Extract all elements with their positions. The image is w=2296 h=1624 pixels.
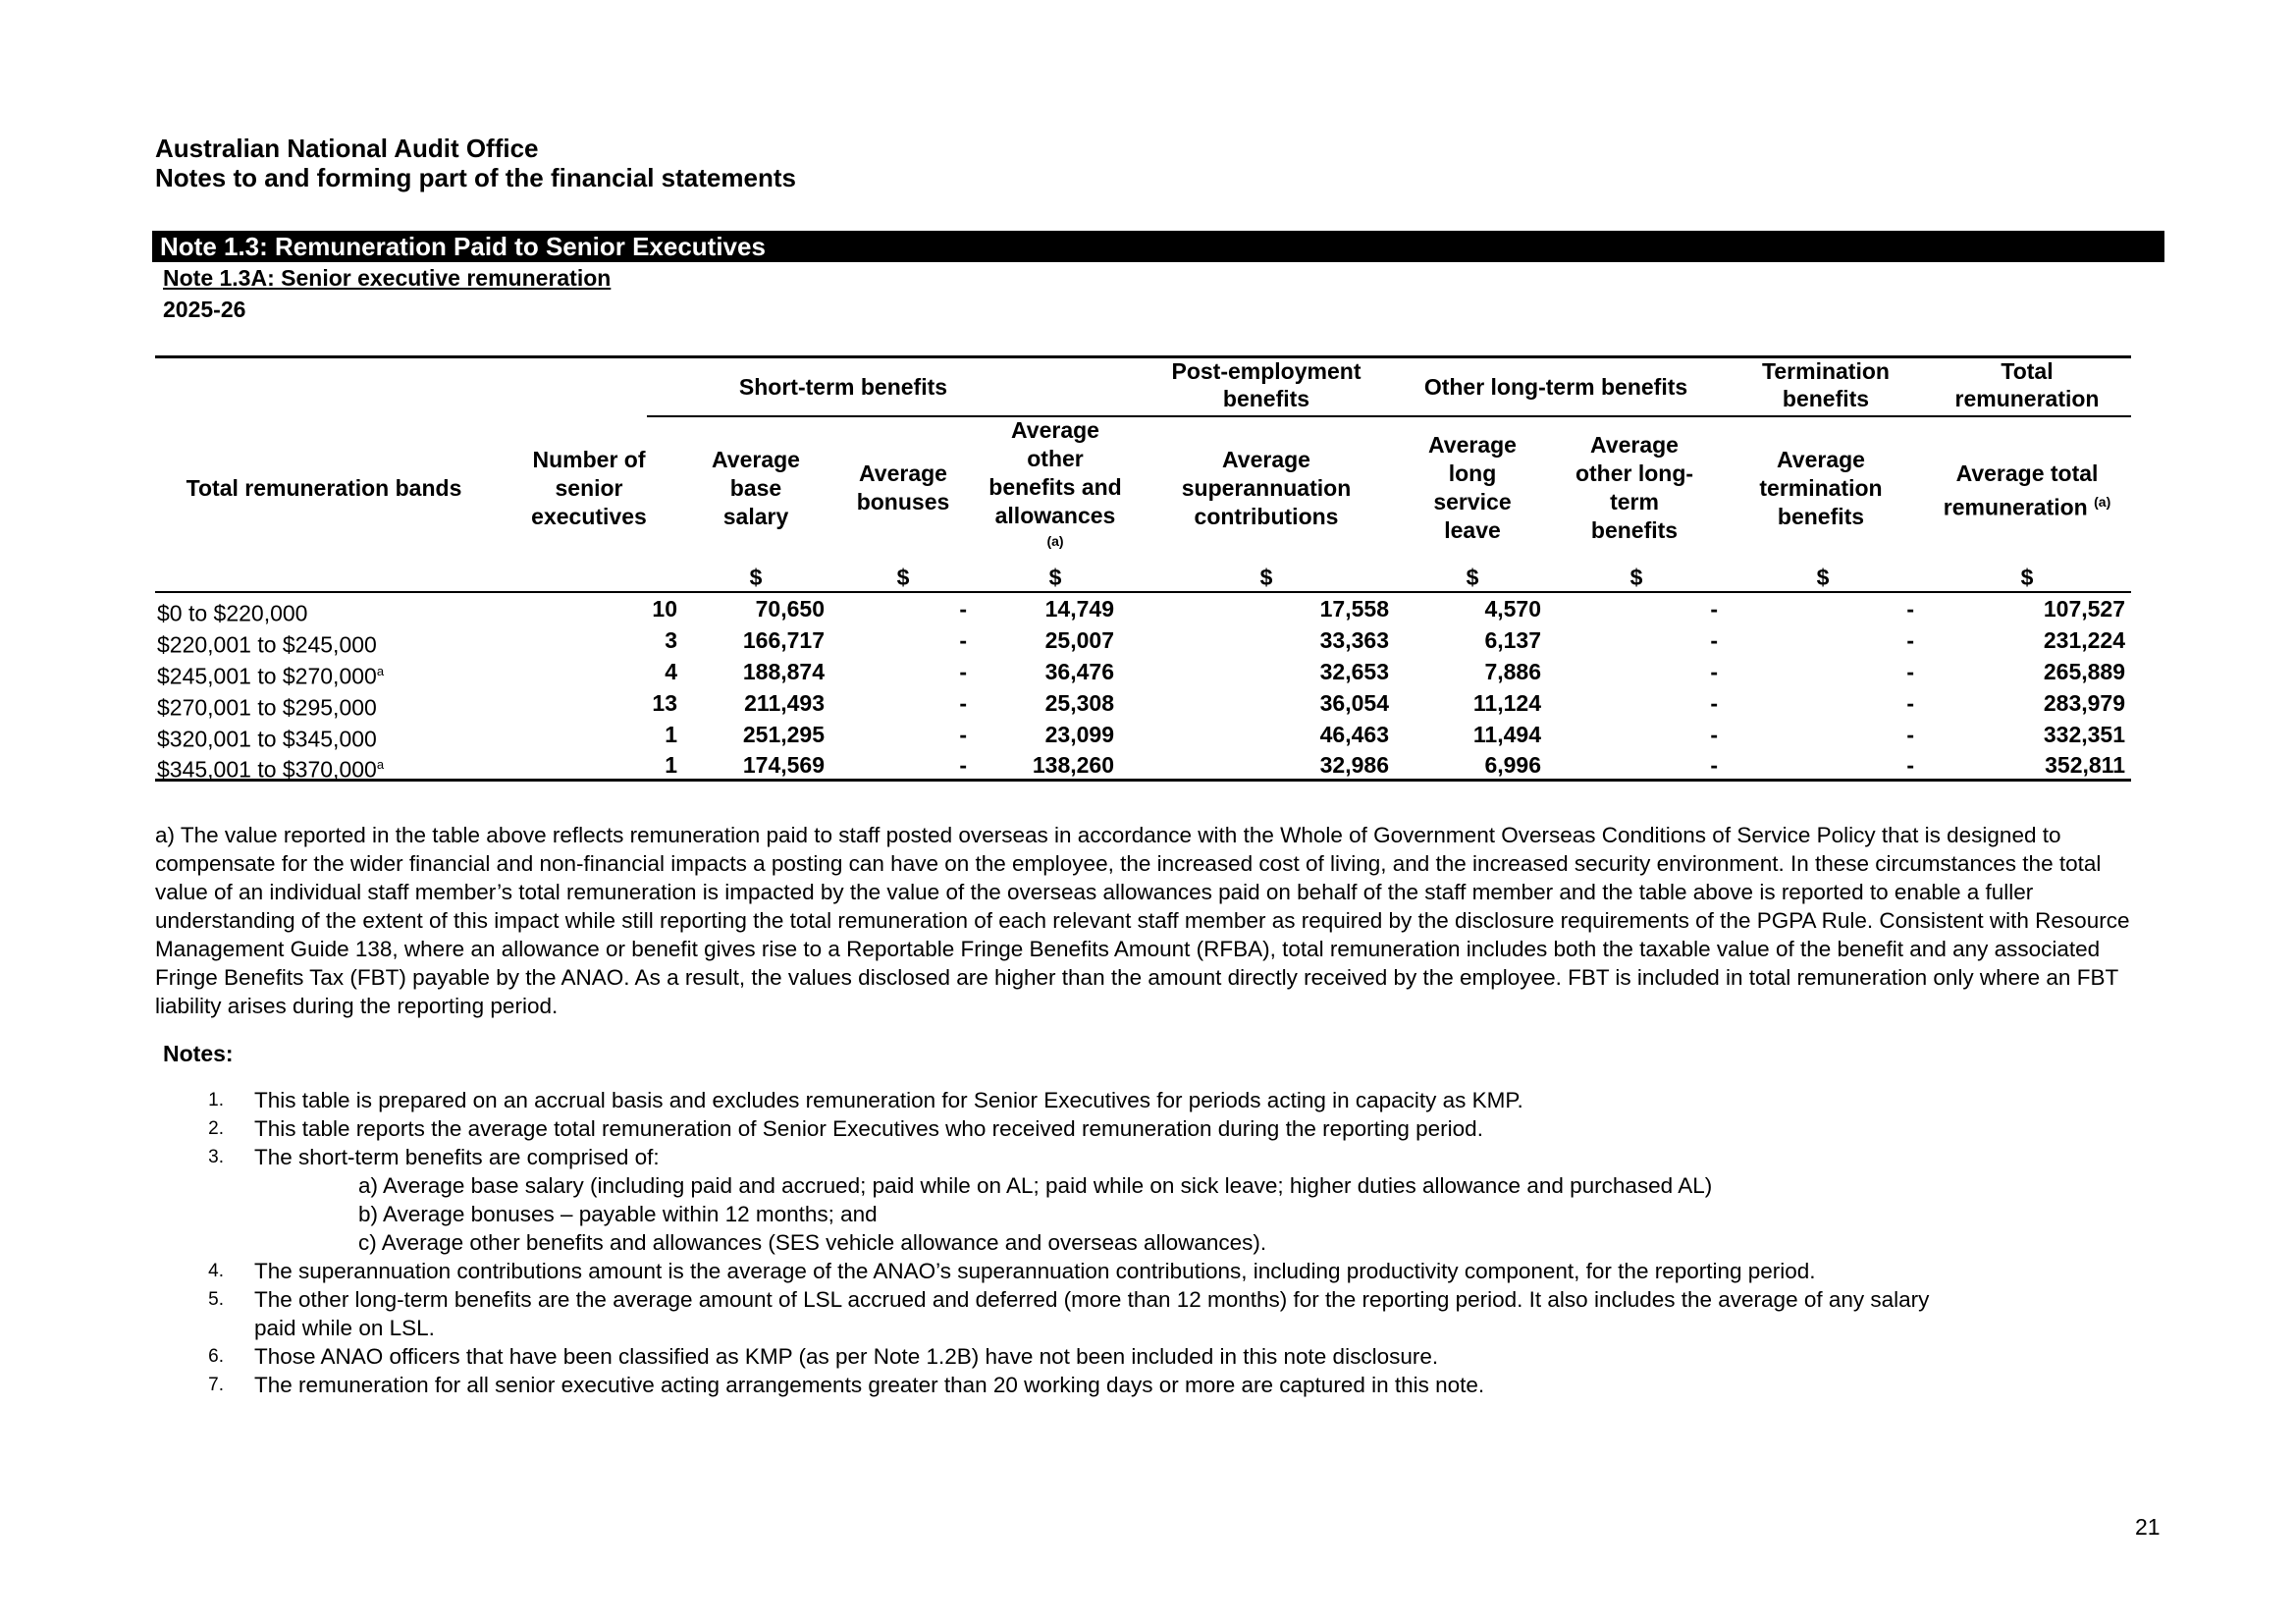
group-header-termination (1718, 357, 1934, 412)
section-title: Note 1.3A: Senior executive remuneration (163, 265, 612, 291)
table-bottom-rule (155, 779, 2131, 782)
col-header-super-line3: contributions (1194, 504, 1339, 529)
col-header-termination-line1: Average (1777, 447, 1865, 472)
note-item: The other long-term benefits are the average amount of LSL accrued and deferred (more than 12 months) for the reporting period. It also includes the average of any salary (254, 1287, 1930, 1312)
unit-bonuses: $ (896, 565, 910, 590)
footnote-a-paragraph: a) The value reported in the table above reflects remuneration paid to staff posted overseas in accordance with the Whole of Government Overseas Conditions of Service Policy that is designed to compensate for the wider financial and non-financial impacts a posting can have on the employee, the increased cost of living, and the increased security environment. In these circumstances the total value of an individual staff member’s total remuneration is impacted by the value of the overseas allowances paid on behalf of the staff member and the table above is reported to enable a fuller understanding of the extent of this impact while still reporting the total remuneration of each relevant staff member as required by the disclosure requirements of the PGPA Rule. Consistent with Resource Management Guide 138, where an allowance or benefit gives rise to a Reportable Fringe Benefits Amount (RFBA), total remuneration includes both the taxable value of the benefit and any associated Fringe Benefits Tax (FBT) payable by the ANAO. As a result, the values disclosed are higher than the amount directly received by the employee. FBT is included in total remuneration only where an FBT liability arises during the reporting period. (155, 823, 2130, 1018)
group-header-total (1924, 357, 2130, 412)
cell-super: 32,653 (1319, 659, 1389, 684)
col-header-other-benefits-sup: (a) (1046, 533, 1064, 549)
col-header-termination-line3: benefits (1777, 504, 1865, 529)
note-sub-item: c) Average other benefits and allowances (SES vehicle allowance and overseas allowances). (358, 1230, 1267, 1255)
col-header-number-line2: senior (555, 475, 623, 501)
col-header-other-benefits-line3: benefits and (988, 474, 1122, 500)
col-header-bands: Total remuneration bands (186, 475, 462, 501)
group-header-total-line2: remuneration (1954, 386, 2100, 411)
cell-total: 231,224 (2043, 627, 2125, 653)
col-header-base-line3: salary (722, 504, 789, 529)
note-number: 1. (208, 1090, 224, 1110)
col-header-total-sup: (a) (2094, 494, 2111, 510)
band-text: $320,001 to $345,000 (157, 726, 377, 752)
cell-bonuses: - (959, 659, 967, 684)
band-text: $345,001 to $370,000 (157, 756, 377, 783)
cell-super: 33,363 (1319, 627, 1389, 653)
cell-total: 265,889 (2043, 659, 2125, 684)
col-header-other-lt (1551, 431, 1718, 545)
cell-other-lt: - (1710, 627, 1718, 653)
col-header-other-benefits-line1: Average (1011, 417, 1099, 443)
note-number: 5. (208, 1289, 224, 1310)
unit-other: $ (1048, 565, 1062, 590)
unit-base: $ (749, 565, 763, 590)
group-header-total-line1: Total (2001, 358, 2054, 384)
unit-lsl: $ (1466, 565, 1479, 590)
note-item: This table reports the average total remuneration of Senior Executives who received remuneration during the reporting period. (254, 1116, 1483, 1141)
short-term-rule (647, 415, 2131, 417)
row-band (157, 721, 377, 753)
col-header-total-line2-text: remuneration (1943, 494, 2088, 520)
col-header-other-benefits (972, 416, 1139, 530)
group-header-post-employment-line2: benefits (1222, 386, 1310, 411)
cell-base: 251,295 (742, 722, 825, 747)
cell-other-lt: - (1710, 659, 1718, 684)
row-band (157, 658, 384, 690)
note-item-continuation: paid while on LSL. (254, 1316, 435, 1340)
reporting-year: 2025-26 (163, 297, 246, 322)
cell-total: 283,979 (2043, 690, 2125, 716)
cell-bonuses: - (959, 627, 967, 653)
note-number: 7. (208, 1375, 224, 1395)
cell-base: 211,493 (744, 690, 825, 716)
col-header-lsl-line2: long (1448, 460, 1497, 486)
col-header-other-lt-line4: benefits (1590, 517, 1679, 543)
cell-total: 107,527 (2043, 596, 2125, 622)
col-header-other-lt-line2: other long- (1575, 460, 1694, 486)
group-header-termination-line1: Termination (1762, 358, 1890, 384)
unit-termination: $ (1816, 565, 1830, 590)
cell-base: 166,717 (742, 627, 825, 653)
cell-termination: - (1906, 722, 1914, 747)
unit-other-lt: $ (1629, 565, 1643, 590)
group-header-short-term: Short-term benefits (738, 374, 948, 400)
col-header-other-lt-line1: Average (1590, 432, 1679, 458)
band-text: $245,001 to $270,000 (157, 663, 377, 689)
note-number: 3. (208, 1147, 224, 1167)
cell-bonuses: - (959, 752, 967, 778)
cell-other-lt: - (1710, 722, 1718, 747)
col-header-lsl (1404, 431, 1541, 545)
col-header-other-benefits-line2: other (1027, 446, 1084, 471)
cell-lsl: 7,886 (1484, 659, 1541, 684)
group-header-post-employment (1129, 357, 1404, 412)
cell-other-lt: - (1710, 596, 1718, 622)
cell-number: 10 (652, 596, 677, 622)
cell-other: 138,260 (1032, 752, 1114, 778)
cell-bonuses: - (959, 596, 967, 622)
cell-other-lt: - (1710, 752, 1718, 778)
row-band (157, 689, 377, 722)
cell-number: 4 (665, 659, 677, 684)
col-header-base (687, 446, 825, 531)
note-item: The remuneration for all senior executive acting arrangements greater than 20 working days or more are captured in this note. (254, 1373, 1485, 1397)
cell-lsl: 6,996 (1484, 752, 1541, 778)
cell-termination: - (1906, 690, 1914, 716)
col-header-bonuses-line2: bonuses (856, 489, 950, 514)
unit-super: $ (1259, 565, 1273, 590)
note-title-bar: Note 1.3: Remuneration Paid to Senior Executives (152, 231, 2164, 262)
cell-lsl: 11,494 (1472, 722, 1541, 747)
group-header-post-employment-line1: Post-employment (1171, 358, 1362, 384)
cell-lsl: 6,137 (1484, 627, 1541, 653)
col-header-bonuses (839, 460, 967, 516)
cell-lsl: 4,570 (1484, 596, 1541, 622)
cell-bonuses: - (959, 722, 967, 747)
row-band (157, 595, 307, 627)
notes-heading: Notes: (163, 1041, 234, 1066)
note-item: This table is prepared on an accrual basis and excludes remuneration for Senior Executives for periods acting in capacity as KMP. (254, 1088, 1523, 1112)
col-header-super-line1: Average (1222, 447, 1310, 472)
cell-number: 1 (665, 752, 677, 778)
band-sup: a (376, 664, 385, 678)
col-header-base-line1: Average (712, 447, 800, 472)
col-header-number (501, 446, 677, 531)
col-header-base-line2: base (729, 475, 782, 501)
document-subtitle: Notes to and forming part of the financial statements (155, 163, 796, 192)
note-sub-item: b) Average bonuses – payable within 12 months; and (358, 1202, 878, 1226)
col-header-other-lt-line3: term (1610, 489, 1659, 514)
cell-termination: - (1906, 659, 1914, 684)
note-number: 4. (208, 1261, 224, 1281)
note-sub-item: a) Average base salary (including paid and accrued; paid while on AL; paid while on sick leave; higher duties allowance and purchased AL) (358, 1173, 1713, 1198)
cell-termination: - (1906, 596, 1914, 622)
cell-bonuses: - (959, 690, 967, 716)
col-header-lsl-line3: service (1433, 489, 1512, 514)
col-header-other-benefits-line4: allowances (994, 503, 1116, 528)
cell-total: 332,351 (2043, 722, 2125, 747)
col-header-lsl-line1: Average (1428, 432, 1517, 458)
cell-base: 174,569 (742, 752, 825, 778)
col-header-total-line1: Average total (1955, 460, 2099, 486)
organisation-name: Australian National Audit Office (155, 134, 539, 163)
cell-other: 23,099 (1044, 722, 1114, 747)
col-header-bonuses-line1: Average (859, 460, 947, 486)
group-header-other-long-term: Other long-term benefits (1423, 374, 1688, 400)
cell-other-lt: - (1710, 690, 1718, 716)
cell-number: 3 (665, 627, 677, 653)
page-number: 21 (2135, 1514, 2161, 1540)
band-sup: a (376, 757, 385, 772)
col-header-total-line2 (1924, 488, 2130, 522)
band-text: $270,001 to $295,000 (157, 694, 377, 721)
note-item: The superannuation contributions amount is the average of the ANAO’s superannuation contributions, including productivity component, for the reporting period. (254, 1259, 1816, 1283)
cell-super: 32,986 (1319, 752, 1389, 778)
cell-number: 13 (652, 690, 677, 716)
col-header-super (1148, 446, 1384, 531)
cell-base: 70,650 (755, 596, 825, 622)
col-header-lsl-line4: leave (1444, 517, 1501, 543)
note-number: 6. (208, 1346, 224, 1367)
cell-other: 25,007 (1044, 627, 1114, 653)
cell-super: 46,463 (1319, 722, 1389, 747)
col-header-termination-line2: termination (1759, 475, 1883, 501)
header-bottom-rule (155, 591, 2131, 593)
row-band (157, 751, 384, 784)
col-header-super-line2: superannuation (1181, 475, 1352, 501)
unit-total: $ (2020, 565, 2034, 590)
cell-other: 25,308 (1044, 690, 1114, 716)
col-header-termination (1723, 446, 1919, 531)
cell-super: 17,558 (1319, 596, 1389, 622)
cell-number: 1 (665, 722, 677, 747)
note-number: 2. (208, 1118, 224, 1139)
cell-termination: - (1906, 627, 1914, 653)
cell-termination: - (1906, 752, 1914, 778)
cell-lsl: 11,124 (1472, 690, 1541, 716)
col-header-total (1924, 460, 2130, 522)
col-header-number-line1: Number of (532, 447, 646, 472)
note-item: Those ANAO officers that have been classified as KMP (as per Note 1.2B) have not been included in this note disclosure. (254, 1344, 1439, 1369)
cell-other: 36,476 (1044, 659, 1114, 684)
cell-total: 352,811 (2045, 752, 2125, 778)
group-header-termination-line2: benefits (1782, 386, 1870, 411)
col-header-number-line3: executives (531, 504, 647, 529)
band-text: $220,001 to $245,000 (157, 631, 377, 658)
cell-base: 188,874 (742, 659, 825, 684)
note-item: The short-term benefits are comprised of: (254, 1145, 660, 1169)
band-text: $0 to $220,000 (157, 600, 308, 626)
cell-super: 36,054 (1319, 690, 1389, 716)
cell-other: 14,749 (1044, 596, 1114, 622)
row-band (157, 626, 377, 659)
